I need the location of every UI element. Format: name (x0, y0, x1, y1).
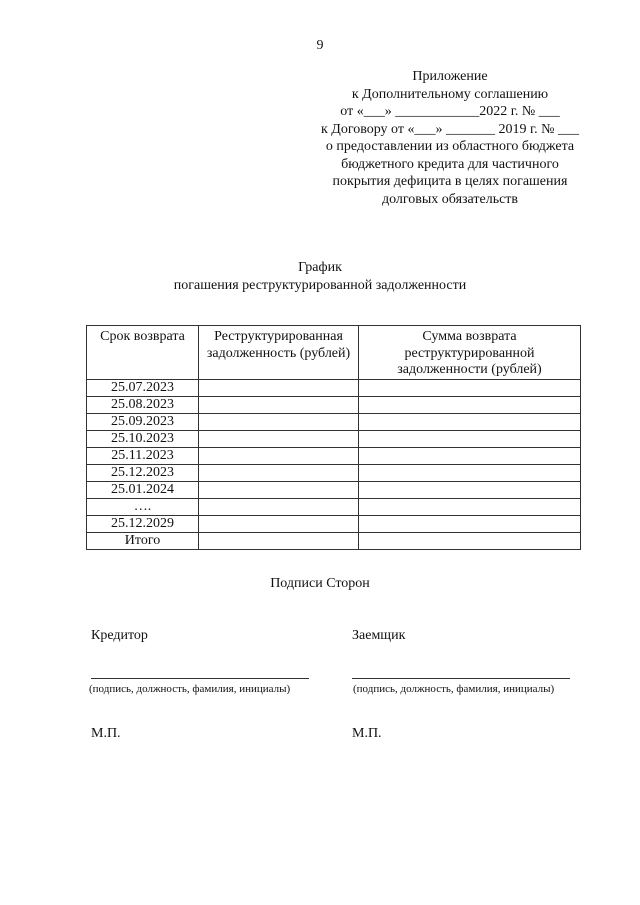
appendix-line: покрытия дефицита в целях погашения (332, 174, 568, 189)
table-row (87, 482, 581, 499)
appendix-line: бюджетного кредита для частичного (341, 156, 559, 172)
cell-due-date: 25.10.2023 (87, 431, 199, 448)
appendix-line: от «___» ____________2022 г. № ___ (340, 104, 560, 119)
borrower-stamp-place: М.П. (352, 726, 382, 741)
cell-repayment-amount (359, 482, 581, 499)
page-number: 9 (316, 38, 324, 53)
cell-due-date: 25.07.2023 (87, 380, 199, 397)
cell-restructured-debt (199, 533, 359, 550)
table-header-row (87, 326, 581, 380)
borrower-signature-line (352, 678, 570, 679)
cell-repayment-amount (359, 397, 581, 414)
table-row (87, 414, 581, 431)
cell-repayment-amount (359, 465, 581, 482)
appendix-line: к Дополнительному соглашению (351, 86, 549, 102)
cell-repayment-amount (359, 380, 581, 397)
cell-repayment-amount (359, 448, 581, 465)
cell-due-date: …. (87, 499, 199, 516)
cell-due-date: 25.11.2023 (87, 448, 199, 465)
header-restructured-debt: Реструктурированная задолженность (рублей) (199, 326, 359, 380)
cell-repayment-amount (359, 516, 581, 533)
cell-restructured-debt (199, 499, 359, 516)
cell-restructured-debt (199, 516, 359, 533)
creditor-signature-line (91, 678, 309, 679)
table-row (87, 465, 581, 482)
table-row (87, 516, 581, 533)
creditor-signature-caption: (подпись, должность, фамилия, инициалы) (89, 683, 291, 695)
header-repayment-amount: Сумма возврата реструктурированной задолженности (рублей) (359, 326, 581, 380)
cell-restructured-debt (199, 482, 359, 499)
cell-repayment-amount (359, 533, 581, 550)
cell-restructured-debt (199, 431, 359, 448)
appendix-line: долговых обязательств (381, 191, 519, 207)
table-row (87, 499, 581, 516)
appendix-heading (290, 68, 610, 208)
schedule-title-line1: График (298, 260, 342, 275)
appendix-line: Приложение (412, 69, 488, 84)
signatures-title: Подписи Сторон (270, 576, 370, 591)
repayment-schedule-table (86, 325, 581, 550)
cell-repayment-amount (359, 431, 581, 448)
cell-repayment-amount (359, 499, 581, 516)
cell-due-date: 25.12.2029 (87, 516, 199, 533)
table-row (87, 397, 581, 414)
schedule-title-line2: погашения реструктурированной задолженности (173, 278, 467, 293)
cell-due-date: 25.08.2023 (87, 397, 199, 414)
creditor-stamp-place: М.П. (91, 726, 121, 741)
cell-restructured-debt (199, 380, 359, 397)
cell-restructured-debt (199, 465, 359, 482)
cell-due-date: Итого (87, 533, 199, 550)
borrower-signature-caption: (подпись, должность, фамилия, инициалы) (353, 683, 555, 695)
schedule-title (0, 259, 640, 295)
cell-restructured-debt (199, 397, 359, 414)
table-row (87, 448, 581, 465)
cell-restructured-debt (199, 448, 359, 465)
appendix-line: о предоставлении из областного бюджета (325, 139, 575, 154)
appendix-line: к Договору от «___» _______ 2019 г. № ___ (320, 121, 580, 137)
cell-restructured-debt (199, 414, 359, 431)
header-due-date: Срок возврата (87, 326, 199, 380)
cell-due-date: 25.09.2023 (87, 414, 199, 431)
cell-repayment-amount (359, 414, 581, 431)
table-row (87, 380, 581, 397)
creditor-label: Кредитор (91, 628, 148, 643)
cell-due-date: 25.01.2024 (87, 482, 199, 499)
table-row (87, 431, 581, 448)
cell-due-date: 25.12.2023 (87, 465, 199, 482)
table-row (87, 533, 581, 550)
borrower-label: Заемщик (352, 628, 406, 643)
